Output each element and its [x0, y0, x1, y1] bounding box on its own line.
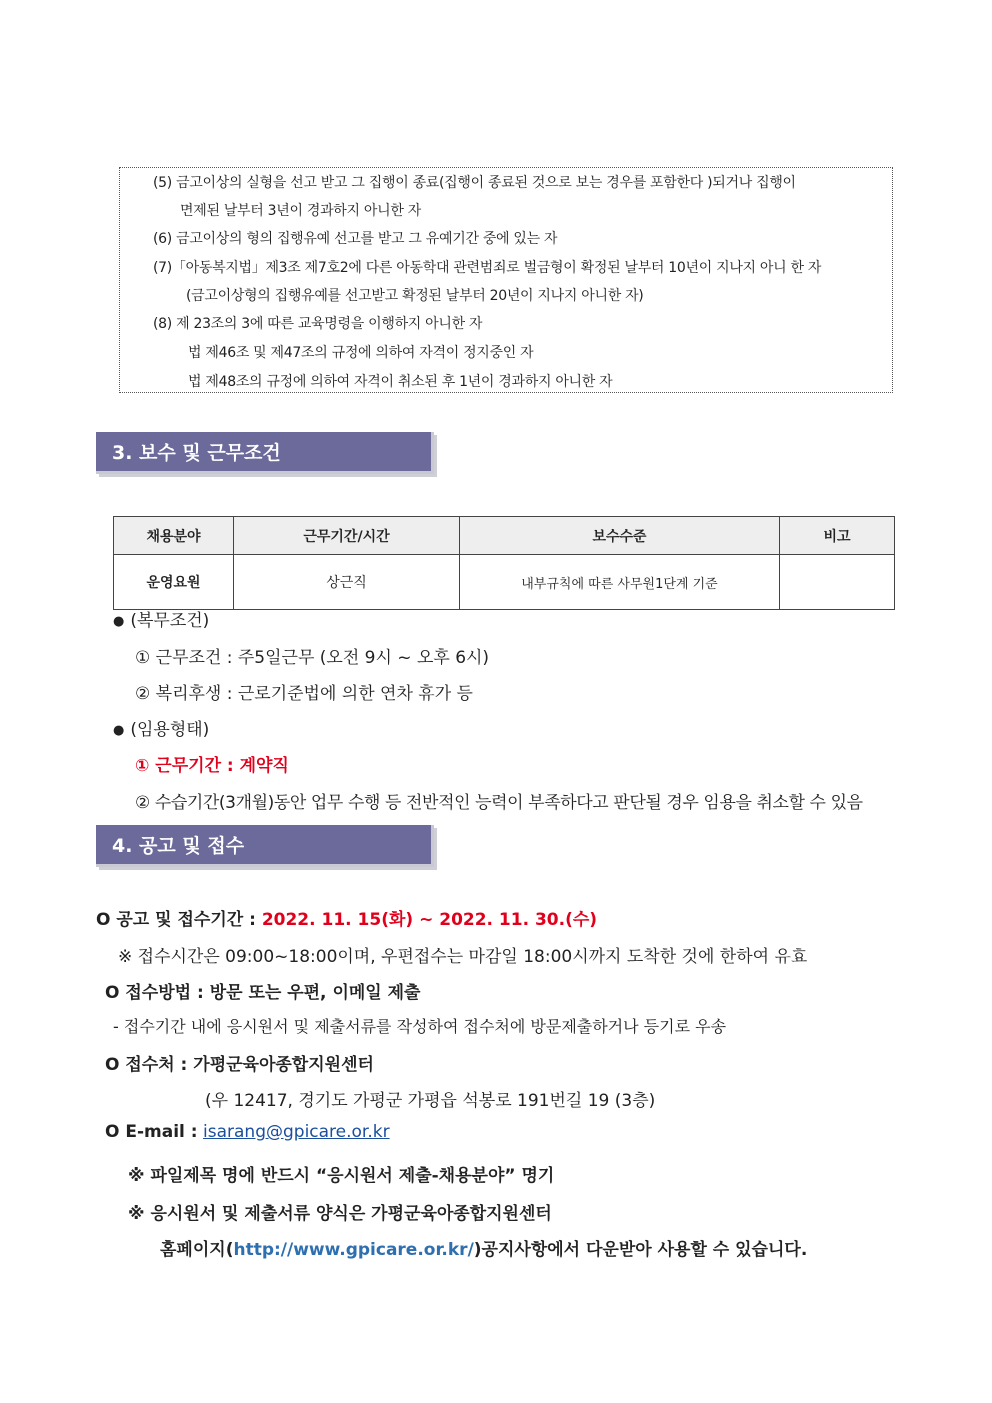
employ-label: (임용형태)	[130, 720, 210, 740]
table-header-row	[114, 517, 895, 555]
address-line: (우 12417, 경기도 가평군 가평읍 석봉로 191번길 19 (3층)	[205, 1091, 656, 1111]
disq-item-law48: 법 제48조의 규정에 의하여 자격이 취소된 후 1년이 경과하지 아니한 자	[188, 374, 613, 390]
cell-period: 상근직	[234, 555, 460, 610]
method-note: - 접수기간 내에 응시원서 및 제출서류를 작성하여 접수처에 방문제출하거나 등기로 우송	[113, 1017, 727, 1036]
cell-pay: 내부규칙에 따른 사무원1단계 기준	[460, 555, 780, 610]
email-link[interactable]: isarang@gpicare.or.kr	[203, 1122, 390, 1142]
bullet-icon: ●	[113, 613, 125, 629]
section3-heading: 3. 보수 및 근무조건	[96, 432, 434, 474]
bullet-icon: ●	[113, 722, 125, 738]
homepage-prefix: 홈페이지(	[160, 1240, 234, 1260]
note-file-title: ※ 파일제목 명에 반드시 “응시원서 제출-채용분야” 명기	[128, 1166, 555, 1186]
employ-item-1: ① 근무기간 : 계약직	[135, 756, 289, 776]
homepage-suffix: )공지사항에서 다운받아 사용할 수 있습니다.	[473, 1240, 808, 1260]
employ-label-line	[113, 715, 209, 740]
service-item-2: ② 복리후생 : 근로기준법에 의한 연차 휴가 등	[135, 684, 473, 704]
email-line	[105, 1122, 390, 1142]
col-note: 비고	[780, 517, 895, 555]
pay-table	[113, 516, 895, 610]
col-field: 채용분야	[114, 517, 234, 555]
cell-note	[780, 555, 895, 610]
disq-item-7: (7)「아동복지법」제3조 제7호2에 다른 아동학대 관련범죄로 벌금형이 확정된 날부터 10년이 지나지 아니 한 자	[153, 260, 822, 276]
cell-field: 운영요원	[114, 555, 234, 610]
disq-item-law46: 법 제46조 및 제47조의 규정에 의하여 자격이 정지중인 자	[188, 345, 534, 361]
disq-item-8: (8) 제 23조의 3에 따른 교육명령을 이행하지 아니한 자	[153, 316, 483, 332]
method-line: O 접수방법 : 방문 또는 우편, 이메일 제출	[105, 983, 421, 1003]
service-label-line	[113, 606, 209, 631]
disq-item-6: (6) 금고이상의 형의 집행유예 선고를 받고 그 유예기간 중에 있는 자	[153, 231, 558, 247]
note-forms: ※ 응시원서 및 제출서류 양식은 가평군육아종합지원센터	[128, 1204, 552, 1224]
email-label: O E-mail :	[105, 1122, 198, 1142]
col-pay: 보수수준	[460, 517, 780, 555]
period-value: 2022. 11. 15(화) ~ 2022. 11. 30.(수)	[261, 910, 598, 930]
place-line: O 접수처 : 가평군육아종합지원센터	[105, 1055, 374, 1075]
time-note: ※ 접수시간은 09:00~18:00이며, 우편접수는 마감일 18:00시까지 도착한 것에 한하여 유효	[118, 947, 808, 967]
service-label: (복무조건)	[130, 611, 210, 631]
table-row	[114, 555, 895, 610]
note-homepage	[160, 1235, 807, 1260]
period-label: O 공고 및 접수기간 :	[96, 910, 256, 930]
period-line	[96, 905, 597, 930]
homepage-link[interactable]: http://www.gpicare.or.kr/	[233, 1240, 474, 1260]
section4-heading: 4. 공고 및 접수	[96, 825, 434, 867]
disq-item-5-cont: 면제된 날부터 3년이 경과하지 아니한 자	[180, 203, 421, 219]
employ-item-2: ② 수습기간(3개월)동안 업무 수행 등 전반적인 능력이 부족하다고 판단될 경우 임용을 취소할 수 있음	[135, 793, 863, 813]
service-item-1: ① 근무조건 : 주5일근무 (오전 9시 ~ 오후 6시)	[135, 648, 490, 668]
disq-item-5: (5) 금고이상의 실형을 선고 받고 그 집행이 종료(집행이 종료된 것으로 보는 경우를 포함한다 )되거나 집행이	[153, 175, 796, 191]
disq-item-7-cont: (금고이상형의 집행유예를 선고받고 확정된 날부터 20년이 지나지 아니한 자)	[186, 288, 644, 304]
col-period: 근무기간/시간	[234, 517, 460, 555]
